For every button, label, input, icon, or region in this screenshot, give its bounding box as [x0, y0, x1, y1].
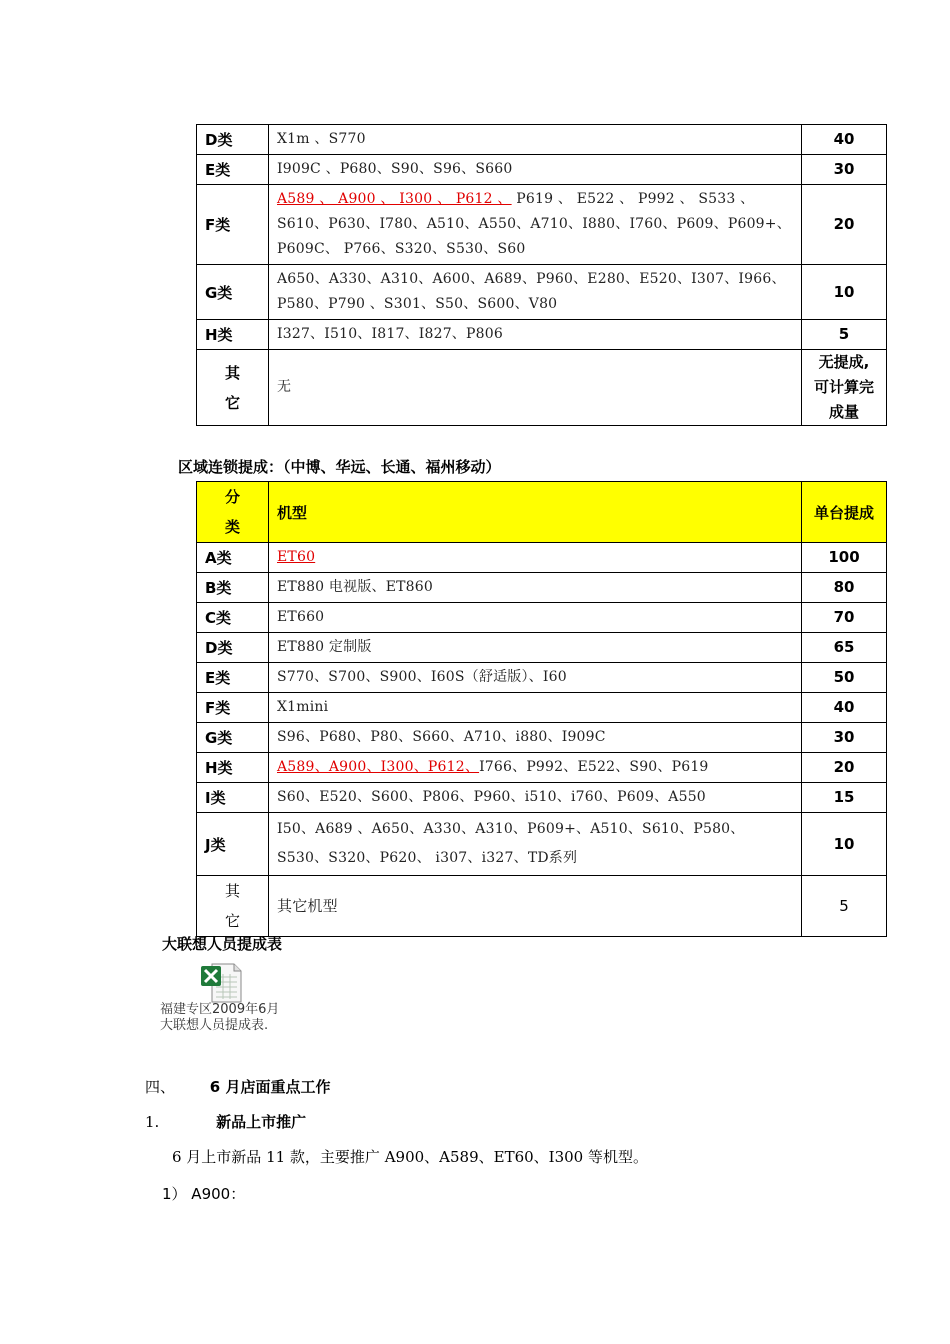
value-cell: 5: [802, 876, 887, 937]
table-row: [197, 723, 887, 753]
models-cell: I50、A689 、A650、A330、A310、P609+、A510、S610、P580、S530、S320、P620、 i307、i327、TD系列: [269, 813, 802, 876]
table-row: [197, 265, 887, 320]
sub-item: 1） A900：: [162, 1185, 246, 1203]
models-cell: ET880 电视版、ET860: [269, 573, 802, 603]
value-cell: 40: [802, 693, 887, 723]
filename-line: 大联想人员提成表.: [160, 1018, 269, 1033]
filename-line: 福建专区2009年6月: [160, 1002, 280, 1017]
category-line: 其: [224, 882, 240, 900]
table-header-row: [197, 482, 887, 543]
item-number: 1.: [145, 1113, 160, 1131]
attachment-title: 大联想人员提成表: [162, 935, 283, 953]
value-line: 无提成,: [818, 353, 870, 371]
table-row: [197, 155, 887, 185]
value-cell: 10: [802, 265, 887, 320]
value-cell: 50: [802, 663, 887, 693]
category-cell: H类: [197, 753, 269, 783]
models-cell: ET880 定制版: [269, 633, 802, 663]
models-text: P619 、 E522 、 P992 、 S533 、S610、P630、I780、A510、A550、A710、I880、I760、P609、P609+、P609C、 P766、S320、S530、S60: [277, 191, 791, 257]
table-row: [197, 783, 887, 813]
header-category: [197, 482, 269, 543]
table-row: [197, 603, 887, 633]
header-value: 单台提成: [802, 482, 887, 543]
category-cell: J类: [197, 813, 269, 876]
section-heading: [145, 1076, 330, 1097]
models-cell: S60、E520、S600、P806、P960、i510、i760、P609、A550: [269, 783, 802, 813]
value-cell: 30: [802, 155, 887, 185]
category-cell: [197, 876, 269, 937]
category-cell: E类: [197, 663, 269, 693]
section-title: 6 月店面重点工作: [209, 1078, 331, 1096]
highlighted-models: A589、A900、I300、P612、: [277, 759, 480, 775]
value-cell: 20: [802, 753, 887, 783]
category-cell: D类: [197, 633, 269, 663]
table-caption: 区域连锁提成：（中博、华远、长通、福州移动）: [178, 458, 501, 476]
category-cell: C类: [197, 603, 269, 633]
value-cell: 70: [802, 603, 887, 633]
category-cell: B类: [197, 573, 269, 603]
table-row: [197, 125, 887, 155]
category-line: 它: [224, 912, 240, 930]
value-cell: 15: [802, 783, 887, 813]
table-row: [197, 813, 887, 876]
category-cell: F类: [197, 693, 269, 723]
category-line: 它: [224, 393, 240, 412]
value-cell: 20: [802, 185, 887, 265]
value-cell: 100: [802, 543, 887, 573]
paragraph: 6 月上市新品 11 款，主要推广 A900、A589、ET60、I300 等机型。: [172, 1148, 648, 1166]
category-cell: [197, 350, 269, 426]
models-cell: [269, 543, 802, 573]
table-row: [197, 753, 887, 783]
table-row: [197, 573, 887, 603]
header-line: 分: [224, 488, 240, 506]
models-cell: S770、S700、S900、I60S（舒适版）、I60: [269, 663, 802, 693]
value-line: 可计算完: [813, 378, 874, 396]
models-cell: ET660: [269, 603, 802, 633]
value-cell: 80: [802, 573, 887, 603]
category-cell: F类: [197, 185, 269, 265]
table-row: [197, 543, 887, 573]
models-cell: [269, 185, 802, 265]
models-cell: I909C 、P680、S90、S96、S660: [269, 155, 802, 185]
models-cell: [269, 753, 802, 783]
models-text: I766、P992、E522、S90、P619: [479, 759, 709, 775]
models-cell: X1mini: [269, 693, 802, 723]
models-cell: X1m 、S770: [269, 125, 802, 155]
value-cell: 30: [802, 723, 887, 753]
table-row: [197, 320, 887, 350]
category-cell: A类: [197, 543, 269, 573]
value-cell: 10: [802, 813, 887, 876]
models-cell: 其它机型: [269, 876, 802, 937]
value-cell: [802, 350, 887, 426]
category-cell: I类: [197, 783, 269, 813]
category-cell: H类: [197, 320, 269, 350]
category-cell: D类: [197, 125, 269, 155]
highlighted-models: ET60: [277, 549, 316, 565]
item-heading: [145, 1111, 306, 1132]
excel-file-icon[interactable]: [200, 963, 242, 1003]
value-line: 成量: [828, 403, 859, 421]
header-line: 类: [224, 518, 240, 536]
models-cell: S96、P680、P80、S660、A710、i880、I909C: [269, 723, 802, 753]
category-cell: G类: [197, 723, 269, 753]
value-cell: 40: [802, 125, 887, 155]
table-row: [197, 633, 887, 663]
table-row: [197, 693, 887, 723]
table-row: [197, 350, 887, 426]
value-cell: 65: [802, 633, 887, 663]
header-models: 机型: [269, 482, 802, 543]
commission-table-1: [196, 124, 887, 426]
table-row: [197, 876, 887, 937]
item-title: 新品上市推广: [216, 1113, 307, 1131]
category-line: 其: [224, 363, 240, 382]
table-row: [197, 185, 887, 265]
commission-table-2: [196, 481, 887, 937]
section-number: 四、: [145, 1078, 176, 1096]
category-cell: G类: [197, 265, 269, 320]
attachment-filename[interactable]: [160, 1002, 279, 1034]
highlighted-models: A589 、 A900 、 I300 、 P612 、: [277, 191, 512, 207]
category-cell: E类: [197, 155, 269, 185]
models-cell: A650、A330、A310、A600、A689、P960、E280、E520、I307、I966、P580、P790 、S301、S50、S600、V80: [269, 265, 802, 320]
models-cell: 无: [269, 350, 802, 426]
table-row: [197, 663, 887, 693]
models-cell: I327、I510、I817、I827、P806: [269, 320, 802, 350]
value-cell: 5: [802, 320, 887, 350]
